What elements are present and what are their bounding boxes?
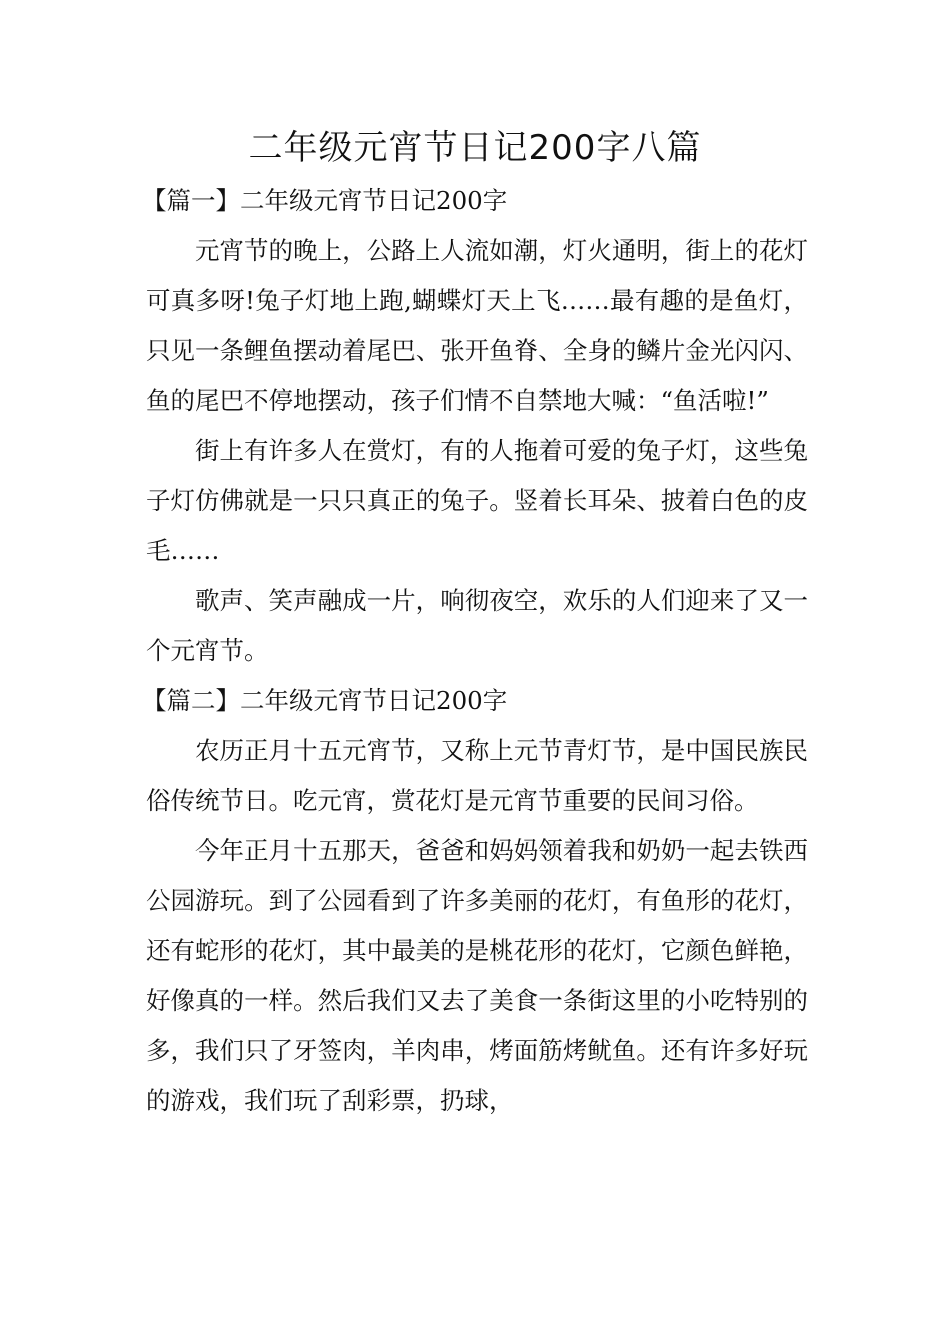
document-title: 二年级元宵节日记200字八篇 [248, 128, 702, 168]
section-2-paragraph-2: 今年正月十五那天，爸爸和妈妈领着我和奶奶一起去铁西公园游玩。到了公园看到了许多美丽的花灯，有鱼形的花灯，还有蛇形的花灯，其中最美的是桃花形的花灯，它颜色鲜艳，好像真的一样。然后我们又去了美食一条街这里的小吃特别的多，我们只了牙签肉，羊肉串，烤面筋烤鱿鱼。还有许多好玩的游戏，我们玩了刮彩票，扔球， [146, 836, 808, 1115]
section-heading-2: 【篇二】二年级元宵节日记200字 [142, 686, 508, 715]
section-1-paragraph-3: 歌声、笑声融成一片，响彻夜空，欢乐的人们迎来了又一个元宵节。 [146, 586, 808, 665]
document-body [142, 176, 808, 1126]
section-1-paragraph-1: 元宵节的晚上，公路上人流如潮，灯火通明，街上的花灯可真多呀!兔子灯地上跑,蝴蝶灯天上飞……最有趣的是鱼灯，只见一条鲤鱼摆动着尾巴、张开鱼脊、全身的鳞片金光闪闪、鱼的尾巴不停地摆动，孩子们情不自禁地大喊：“鱼活啦!” [146, 236, 808, 415]
section-2-paragraph-1: 农历正月十五元宵节，又称上元节青灯节，是中国民族民俗传统节日。吃元宵，赏花灯是元宵节重要的民间习俗。 [146, 736, 808, 815]
section-1-paragraph-2: 街上有许多人在赏灯，有的人拖着可爱的兔子灯，这些兔子灯仿佛就是一只只真正的兔子。竖着长耳朵、披着白色的皮毛…… [146, 436, 808, 565]
section-heading-1: 【篇一】二年级元宵节日记200字 [142, 186, 508, 215]
